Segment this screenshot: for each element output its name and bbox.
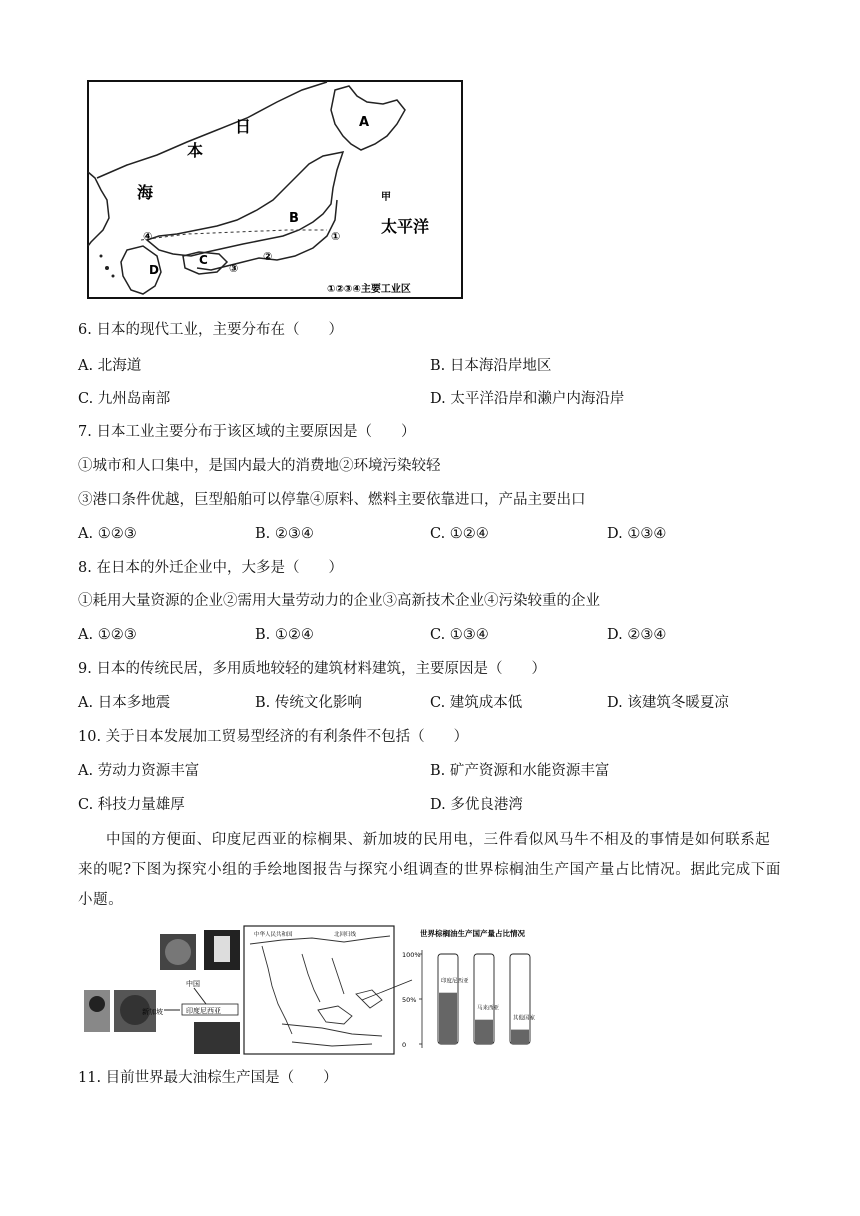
q6-option-a[interactable]: A. 北海道 <box>78 358 142 374</box>
q7-option-c[interactable]: C. ①②④ <box>430 526 489 542</box>
y-tick-label: 0 <box>402 1041 407 1049</box>
industrial-marker-1: ① <box>331 230 341 243</box>
q6-option-d[interactable]: D. 太平洋沿岸和濑户内海沿岸 <box>430 391 625 407</box>
bar-category-label: 印度尼西亚 <box>441 978 469 985</box>
q7-statement-2: ③港口条件优越，巨型船舶可以停靠④原料、燃料主要依靠进口，产品主要出口 <box>78 492 586 508</box>
sea-label-ri: 日 <box>235 117 252 136</box>
q9-option-a[interactable]: A. 日本多地震 <box>78 695 171 711</box>
q7-option-a[interactable]: A. ①②③ <box>78 526 137 542</box>
label-indonesia: 印度尼西亚 <box>186 1007 221 1015</box>
q6-stem: 6. 日本的现代工业，主要分布在（ ） <box>78 322 343 338</box>
q8-option-a[interactable]: A. ①②③ <box>78 627 137 643</box>
q7-option-d[interactable]: D. ①③④ <box>607 526 667 542</box>
q7-stem: 7. 日本工业主要分布于该区域的主要原因是（ ） <box>78 424 416 440</box>
q9-stem: 9. 日本的传统民居，多用质地较轻的建筑材料建筑，主要原因是（ ） <box>78 661 546 677</box>
q6-option-c[interactable]: C. 九州岛南部 <box>78 391 171 407</box>
sea-label-hai: 海 <box>137 183 154 202</box>
q6-option-b[interactable]: B. 日本海沿岸地区 <box>430 358 552 374</box>
region-label-a: A <box>359 115 370 130</box>
q8-stem: 8. 在日本的外迁企业中，大多是（ ） <box>78 560 343 576</box>
q10-option-c[interactable]: C. 科技力量雄厚 <box>78 797 185 813</box>
plantation-photo <box>194 1022 240 1054</box>
japan-map-figure <box>87 80 463 299</box>
q11-stem: 11. 目前世界最大油棕生产国是（ ） <box>78 1070 338 1086</box>
region-label-c: C <box>199 253 208 267</box>
q7-statement-1: ①城市和人口集中，是国内最大的消费地②环境污染较轻 <box>78 458 441 474</box>
q8-option-b[interactable]: B. ①②④ <box>255 627 314 643</box>
q9-option-b[interactable]: B. 传统文化影响 <box>255 695 362 711</box>
jia-label: 甲 <box>381 192 391 203</box>
region-label-d: D <box>149 263 159 277</box>
label-singapore: 新加坡 <box>142 1008 163 1016</box>
bar-fill <box>511 1030 529 1044</box>
bar-category-label: 马来西亚 <box>477 1005 500 1012</box>
q8-statement-1: ①耗用大量资源的企业②需用大量劳动力的企业③高新技术企业④污染较重的企业 <box>78 593 600 609</box>
q7-option-b[interactable]: B. ②③④ <box>255 526 314 542</box>
region-label-b: B <box>289 211 299 226</box>
y-tick-label: 50% <box>402 996 417 1004</box>
q9-option-d[interactable]: D. 该建筑冬暖夏凉 <box>607 695 729 711</box>
q10-option-b[interactable]: B. 矿产资源和水能资源丰富 <box>430 763 610 779</box>
y-tick-label: 100% <box>402 951 421 959</box>
map-box-label: 北回归线 <box>334 932 357 938</box>
bar-fill <box>475 1020 493 1044</box>
q8-option-c[interactable]: C. ①③④ <box>430 627 489 643</box>
reading-passage: 中国的方便面、印度尼西亚的棕榈果、新加坡的民用电，三件看似风马牛不相及的事情是如何联系起来的呢?下图为探究小组的手绘地图报告与探究小组调查的世界棕榈油生产国产量占比情况。据此完成下面小题。 <box>78 832 781 908</box>
q9-option-c[interactable]: C. 建筑成本低 <box>430 695 523 711</box>
sea-label-ben: 本 <box>187 141 204 160</box>
q10-stem: 10. 关于日本发展加工贸易型经济的有利条件不包括（ ） <box>78 729 469 745</box>
map-country-label: 中华人民共和国 <box>254 932 293 938</box>
bar-category-label: 其他国家 <box>513 1015 536 1022</box>
chart-title: 世界棕榈油生产国产量占比情况 <box>420 929 525 938</box>
pacific-label: 太平洋 <box>381 217 430 236</box>
bar-fill <box>439 993 457 1044</box>
label-china: 中国 <box>186 980 200 988</box>
industrial-marker-2: ② <box>263 250 273 263</box>
q10-option-d[interactable]: D. 多优良港湾 <box>430 797 523 813</box>
q10-option-a[interactable]: A. 劳动力资源丰富 <box>78 763 200 779</box>
map-legend: ①②③④主要工业区 <box>327 284 411 295</box>
industrial-marker-3: ③ <box>229 262 239 275</box>
industrial-marker-4: ④ <box>143 230 153 243</box>
palm-oil-figure <box>82 924 542 1058</box>
q8-option-d[interactable]: D. ②③④ <box>607 627 667 643</box>
